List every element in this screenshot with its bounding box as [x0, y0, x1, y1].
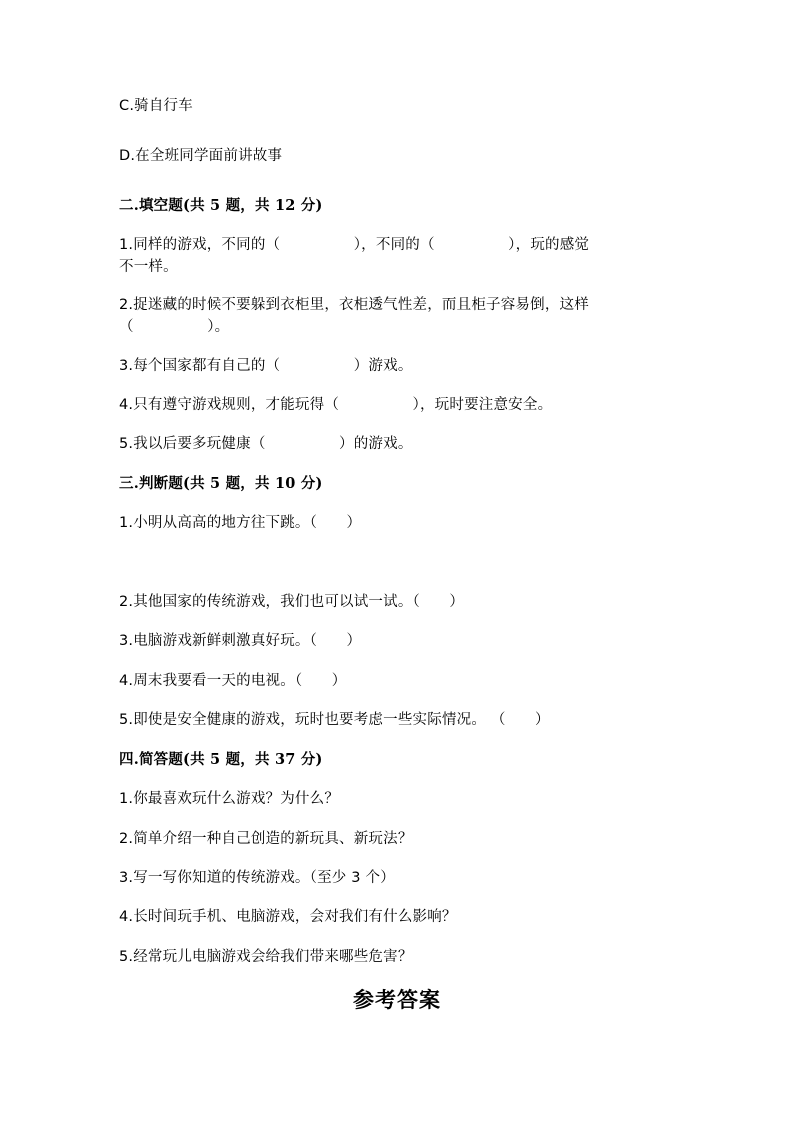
- short-answer-q3: 3.写一写你知道的传统游戏。（至少 3 个）: [119, 870, 395, 886]
- fill-in-q1-line2: 不一样。: [119, 259, 178, 275]
- fill-in-q2-line2: （ ）。: [119, 319, 230, 335]
- short-answer-q1: 1.你最喜欢玩什么游戏？为什么？: [119, 791, 340, 807]
- fill-in-q2-line1: 2.捉迷藏的时候不要躲到衣柜里，衣柜透气性差，而且柜子容易倒，这样: [119, 297, 589, 313]
- true-false-q4: 4.周末我要看一天的电视。（ ）: [119, 673, 347, 689]
- fill-in-q5: 5.我以后要多玩健康（ ）的游戏。: [119, 436, 413, 452]
- choice-option-c: C.骑自行车: [119, 98, 193, 114]
- fill-in-q3: 3.每个国家都有自己的（ ）游戏。: [119, 358, 413, 374]
- short-answer-heading: 四.简答题(共 5 题，共 37 分): [119, 751, 323, 768]
- answer-key-title: 参考答案: [353, 987, 441, 1012]
- true-false-q3: 3.电脑游戏新鲜刺激真好玩。（ ）: [119, 633, 362, 649]
- short-answer-q5: 5.经常玩儿电脑游戏会给我们带来哪些危害？: [119, 949, 413, 965]
- true-false-q5: 5.即使是安全健康的游戏，玩时也要考虑一些实际情况。 （ ）: [119, 712, 550, 728]
- fill-in-q4: 4.只有遵守游戏规则，才能玩得（ ），玩时要注意安全。: [119, 397, 553, 413]
- short-answer-q2: 2.简单介绍一种自己创造的新玩具、新玩法？: [119, 831, 413, 847]
- true-false-q2: 2.其他国家的传统游戏，我们也可以试一试。（ ）: [119, 594, 465, 610]
- fill-in-heading: 二.填空题(共 5 题，共 12 分): [119, 197, 323, 214]
- short-answer-q4: 4.长时间玩手机、电脑游戏，会对我们有什么影响？: [119, 909, 457, 925]
- fill-in-q1-line1: 1.同样的游戏，不同的（ ），不同的（ ），玩的感觉: [119, 237, 590, 253]
- choice-option-d: D.在全班同学面前讲故事: [119, 148, 283, 164]
- true-false-q1: 1.小明从高高的地方往下跳。（ ）: [119, 515, 362, 531]
- true-false-heading: 三.判断题(共 5 题，共 10 分): [119, 475, 323, 492]
